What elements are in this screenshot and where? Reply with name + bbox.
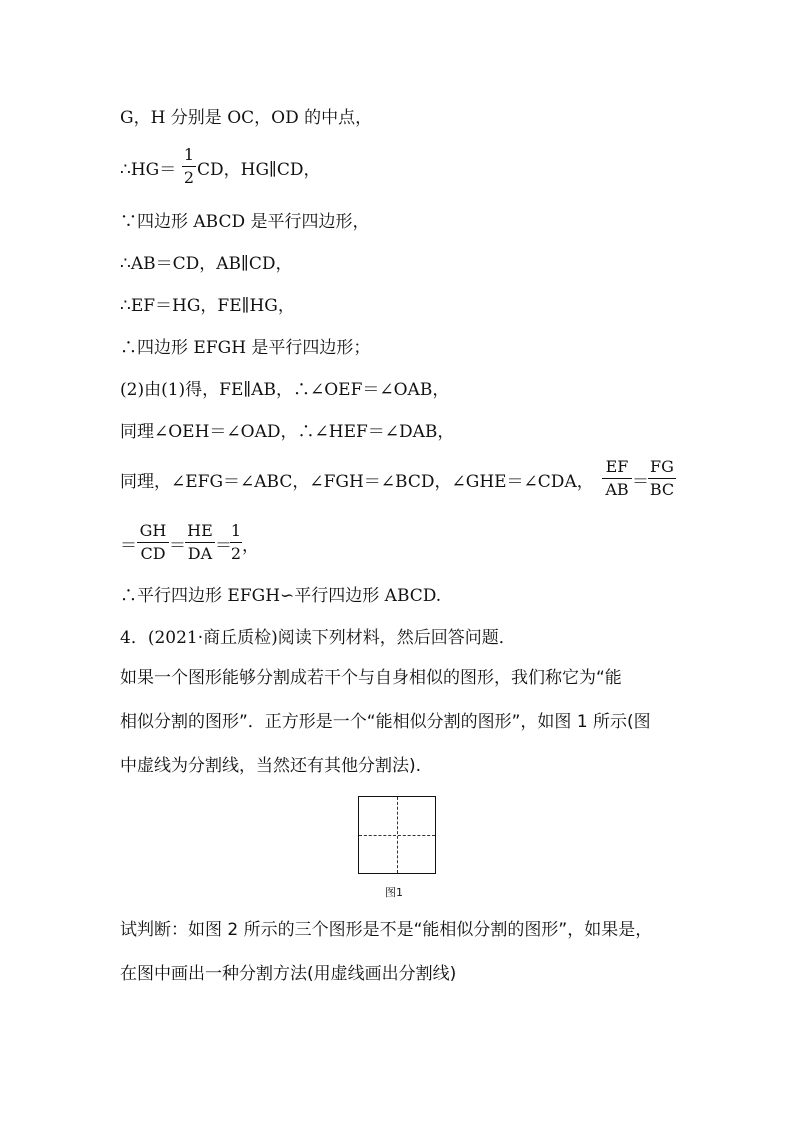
figure-caption: 图1	[385, 886, 403, 899]
text-line: CD，HG∥CD，	[197, 160, 321, 180]
text-line: ＝	[120, 536, 137, 556]
fraction-numerator: HE	[187, 521, 213, 540]
text-line: ＝	[632, 472, 649, 492]
paragraph-line: 中虚线为分割线，当然还有其他分割法).	[120, 756, 422, 776]
text-line: ∴HG＝	[120, 160, 177, 180]
text-line: ∴平行四边形 EFGH∽平行四边形 ABCD.	[120, 586, 442, 606]
text-line: ∴EF＝HG，FE∥HG，	[120, 296, 295, 316]
text-line: ＝	[169, 536, 186, 556]
fraction-fg-bc	[648, 458, 676, 499]
text-line: ∵四边形 ABCD 是平行四边形，	[120, 212, 370, 232]
text-line: ＝	[215, 536, 232, 556]
fraction-denominator: 2	[183, 168, 195, 187]
text-line: ∴AB＝CD，AB∥CD，	[120, 254, 293, 274]
text-line: (2)由(1)得，FE∥AB，∴∠OEF＝∠OAB，	[120, 380, 450, 400]
paragraph-line: 试判断：如图 2 所示的三个图形是不是“能相似分割的图形”，如果是，	[120, 920, 653, 940]
fraction-denominator: 2	[230, 544, 242, 563]
text-line: ∴四边形 EFGH 是平行四边形；	[120, 338, 371, 358]
text-line: ，	[242, 536, 259, 556]
text-line: 同理∠OEH＝∠OAD，∴∠HEF＝∠DAB，	[120, 422, 455, 442]
fraction-numerator: FG	[650, 457, 674, 476]
paragraph-line: 相似分割的图形”．正方形是一个“能相似分割的图形”，如图 1 所示(图	[120, 712, 651, 732]
paragraph-line: 如果一个图形能够分割成若干个与自身相似的图形，我们称它为“能	[120, 668, 622, 688]
fraction-numerator: 1	[183, 145, 195, 164]
square-figure	[358, 796, 436, 874]
fraction-ef-ab	[602, 458, 632, 499]
fraction-half	[182, 146, 196, 187]
fraction-numerator: EF	[605, 457, 629, 476]
fraction-numerator: 1	[230, 521, 242, 540]
question-4-heading: 4．(2021·商丘质检)阅读下列材料，然后回答问题．	[120, 628, 516, 648]
fraction-he-da	[185, 522, 215, 563]
fraction-denominator: AB	[605, 480, 629, 499]
fraction-gh-cd	[137, 522, 169, 563]
text-line: G，H 分别是 OC，OD 的中点，	[120, 108, 373, 128]
text-line: 同理，∠EFG＝∠ABC，∠FGH＝∠BCD，∠GHE＝∠CDA，	[120, 472, 594, 492]
fraction-denominator: BC	[649, 480, 675, 499]
fraction-half	[230, 522, 242, 563]
fraction-denominator: DA	[187, 544, 213, 563]
horizontal-dashed-divider	[359, 835, 435, 836]
fraction-numerator: GH	[139, 521, 167, 540]
paragraph-line: 在图中画出一种分割方法(用虚线画出分割线)	[120, 964, 457, 984]
fraction-denominator: CD	[140, 544, 166, 563]
